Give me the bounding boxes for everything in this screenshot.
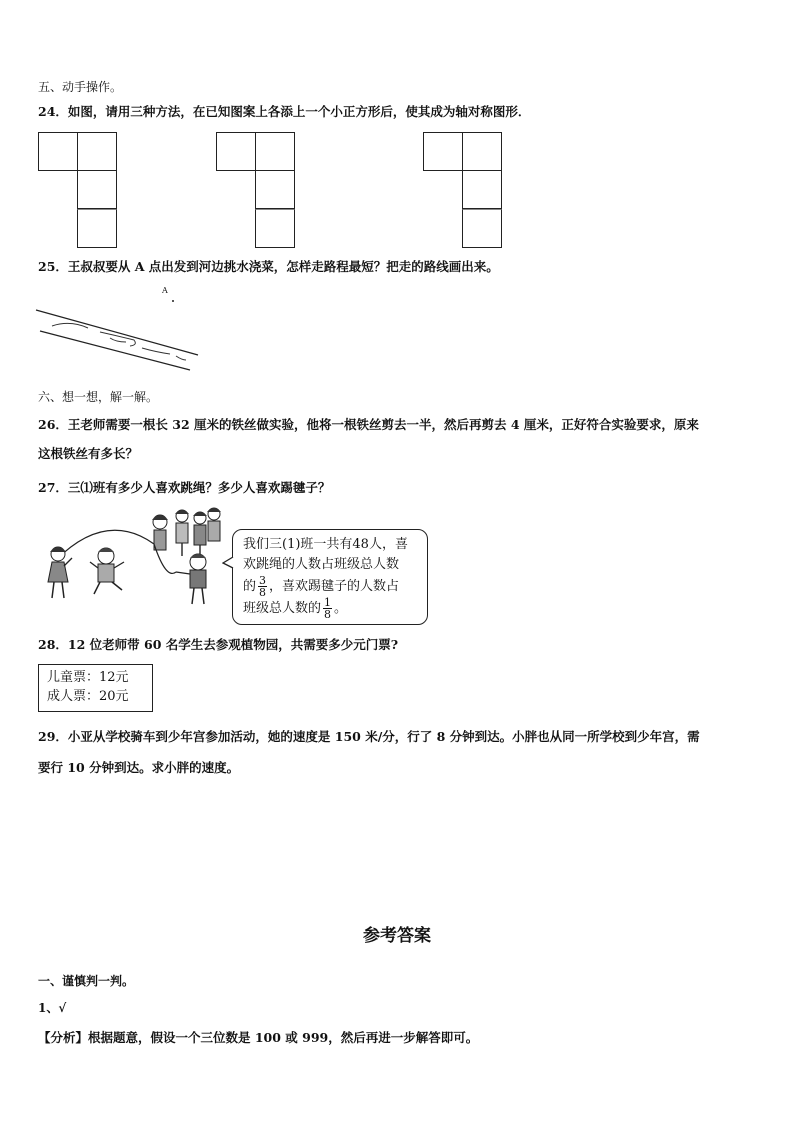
grid-cell bbox=[77, 170, 117, 209]
question-24: 24．如图，请用三种方法，在已知图案上各添上一个小正方形后，使其成为轴对称图形． bbox=[38, 104, 531, 119]
grid-cell bbox=[255, 209, 295, 248]
speech-bubble bbox=[232, 529, 428, 625]
bubble-line-2: 欢跳绳的人数占班级总人数 bbox=[243, 557, 400, 572]
fraction-denominator: 8 bbox=[259, 586, 267, 599]
grid-cell bbox=[38, 132, 78, 171]
ticket-adult-price: 成人票：20元 bbox=[47, 689, 129, 704]
fraction-one-eighth bbox=[323, 597, 332, 620]
question-29-line-2: 要行 10 分钟到达。求小胖的速度。 bbox=[38, 760, 240, 775]
bubble-line-3-pre: 的 bbox=[243, 579, 257, 594]
point-a-dot bbox=[172, 300, 174, 302]
section-6-heading: 六、想一想，解一解。 bbox=[38, 390, 159, 404]
point-a-label: A bbox=[162, 286, 168, 295]
fraction-numerator: 1 bbox=[324, 596, 332, 609]
grid-cell bbox=[255, 170, 295, 209]
bubble-line-1: 我们三(1)班一共有48人，喜 bbox=[243, 537, 408, 552]
answers-title: 参考答案 bbox=[363, 926, 431, 946]
fraction-numerator: 3 bbox=[259, 574, 267, 587]
question-28: 28．12 位老师带 60 名学生去参观植物园，共需要多少元门票? bbox=[38, 637, 399, 652]
question-26-line-2: 这根铁丝有多长？ bbox=[38, 446, 139, 461]
answer-analysis: 【分析】根据题意，假设一个三位数是 100 或 999，然后再进一步解答即可。 bbox=[38, 1030, 479, 1045]
ticket-child-price: 儿童票：12元 bbox=[47, 670, 129, 685]
grid-figure-3 bbox=[423, 132, 503, 248]
grid-cell bbox=[216, 132, 256, 171]
grid-cell bbox=[462, 170, 502, 209]
grid-cell bbox=[77, 132, 117, 171]
speech-bubble-tail bbox=[222, 556, 236, 570]
question-26-line-1: 26．王老师需要一根长 32 厘米的铁丝做实验，他将一根铁丝剪去一半，然后再剪去 4 厘米，正好符合实验要求，原来 bbox=[38, 417, 699, 432]
question-25: 25．王叔叔要从 A 点出发到河边挑水浇菜，怎样走路程最短？把走的路线画出来。 bbox=[38, 259, 499, 274]
answers-section-1: 一、谨慎判一判。 bbox=[38, 974, 135, 988]
grid-figure-2 bbox=[216, 132, 296, 248]
grid-cell bbox=[77, 209, 117, 248]
grid-cell bbox=[462, 209, 502, 248]
fraction-denominator: 8 bbox=[324, 608, 332, 621]
bubble-line-4 bbox=[243, 597, 347, 620]
fraction-three-eighths bbox=[258, 575, 267, 598]
grid-cell bbox=[423, 132, 463, 171]
grid-cell bbox=[255, 132, 295, 171]
bubble-line-3 bbox=[243, 575, 399, 598]
grid-figure-1 bbox=[38, 132, 118, 248]
bubble-line-4-post: 。 bbox=[334, 601, 348, 616]
question-29-line-1: 29．小亚从学校骑车到少年宫参加活动，她的速度是 150 米/分，行了 8 分钟到达。小胖也从同一所学校到少年宫，需 bbox=[38, 729, 700, 744]
ticket-price-box bbox=[38, 664, 153, 712]
river-diagram bbox=[30, 282, 220, 372]
answer-item-1: 1、√ bbox=[38, 1001, 67, 1015]
section-5-heading: 五、动手操作。 bbox=[38, 80, 123, 94]
bubble-line-3-post: ，喜欢踢毽子的人数占 bbox=[269, 579, 400, 594]
grid-cell bbox=[462, 132, 502, 171]
question-27: 27．三⑴班有多少人喜欢跳绳？多少人喜欢踢毽子？ bbox=[38, 480, 331, 495]
bubble-line-4-pre: 班级总人数的 bbox=[243, 601, 322, 616]
children-illustration bbox=[36, 500, 236, 610]
